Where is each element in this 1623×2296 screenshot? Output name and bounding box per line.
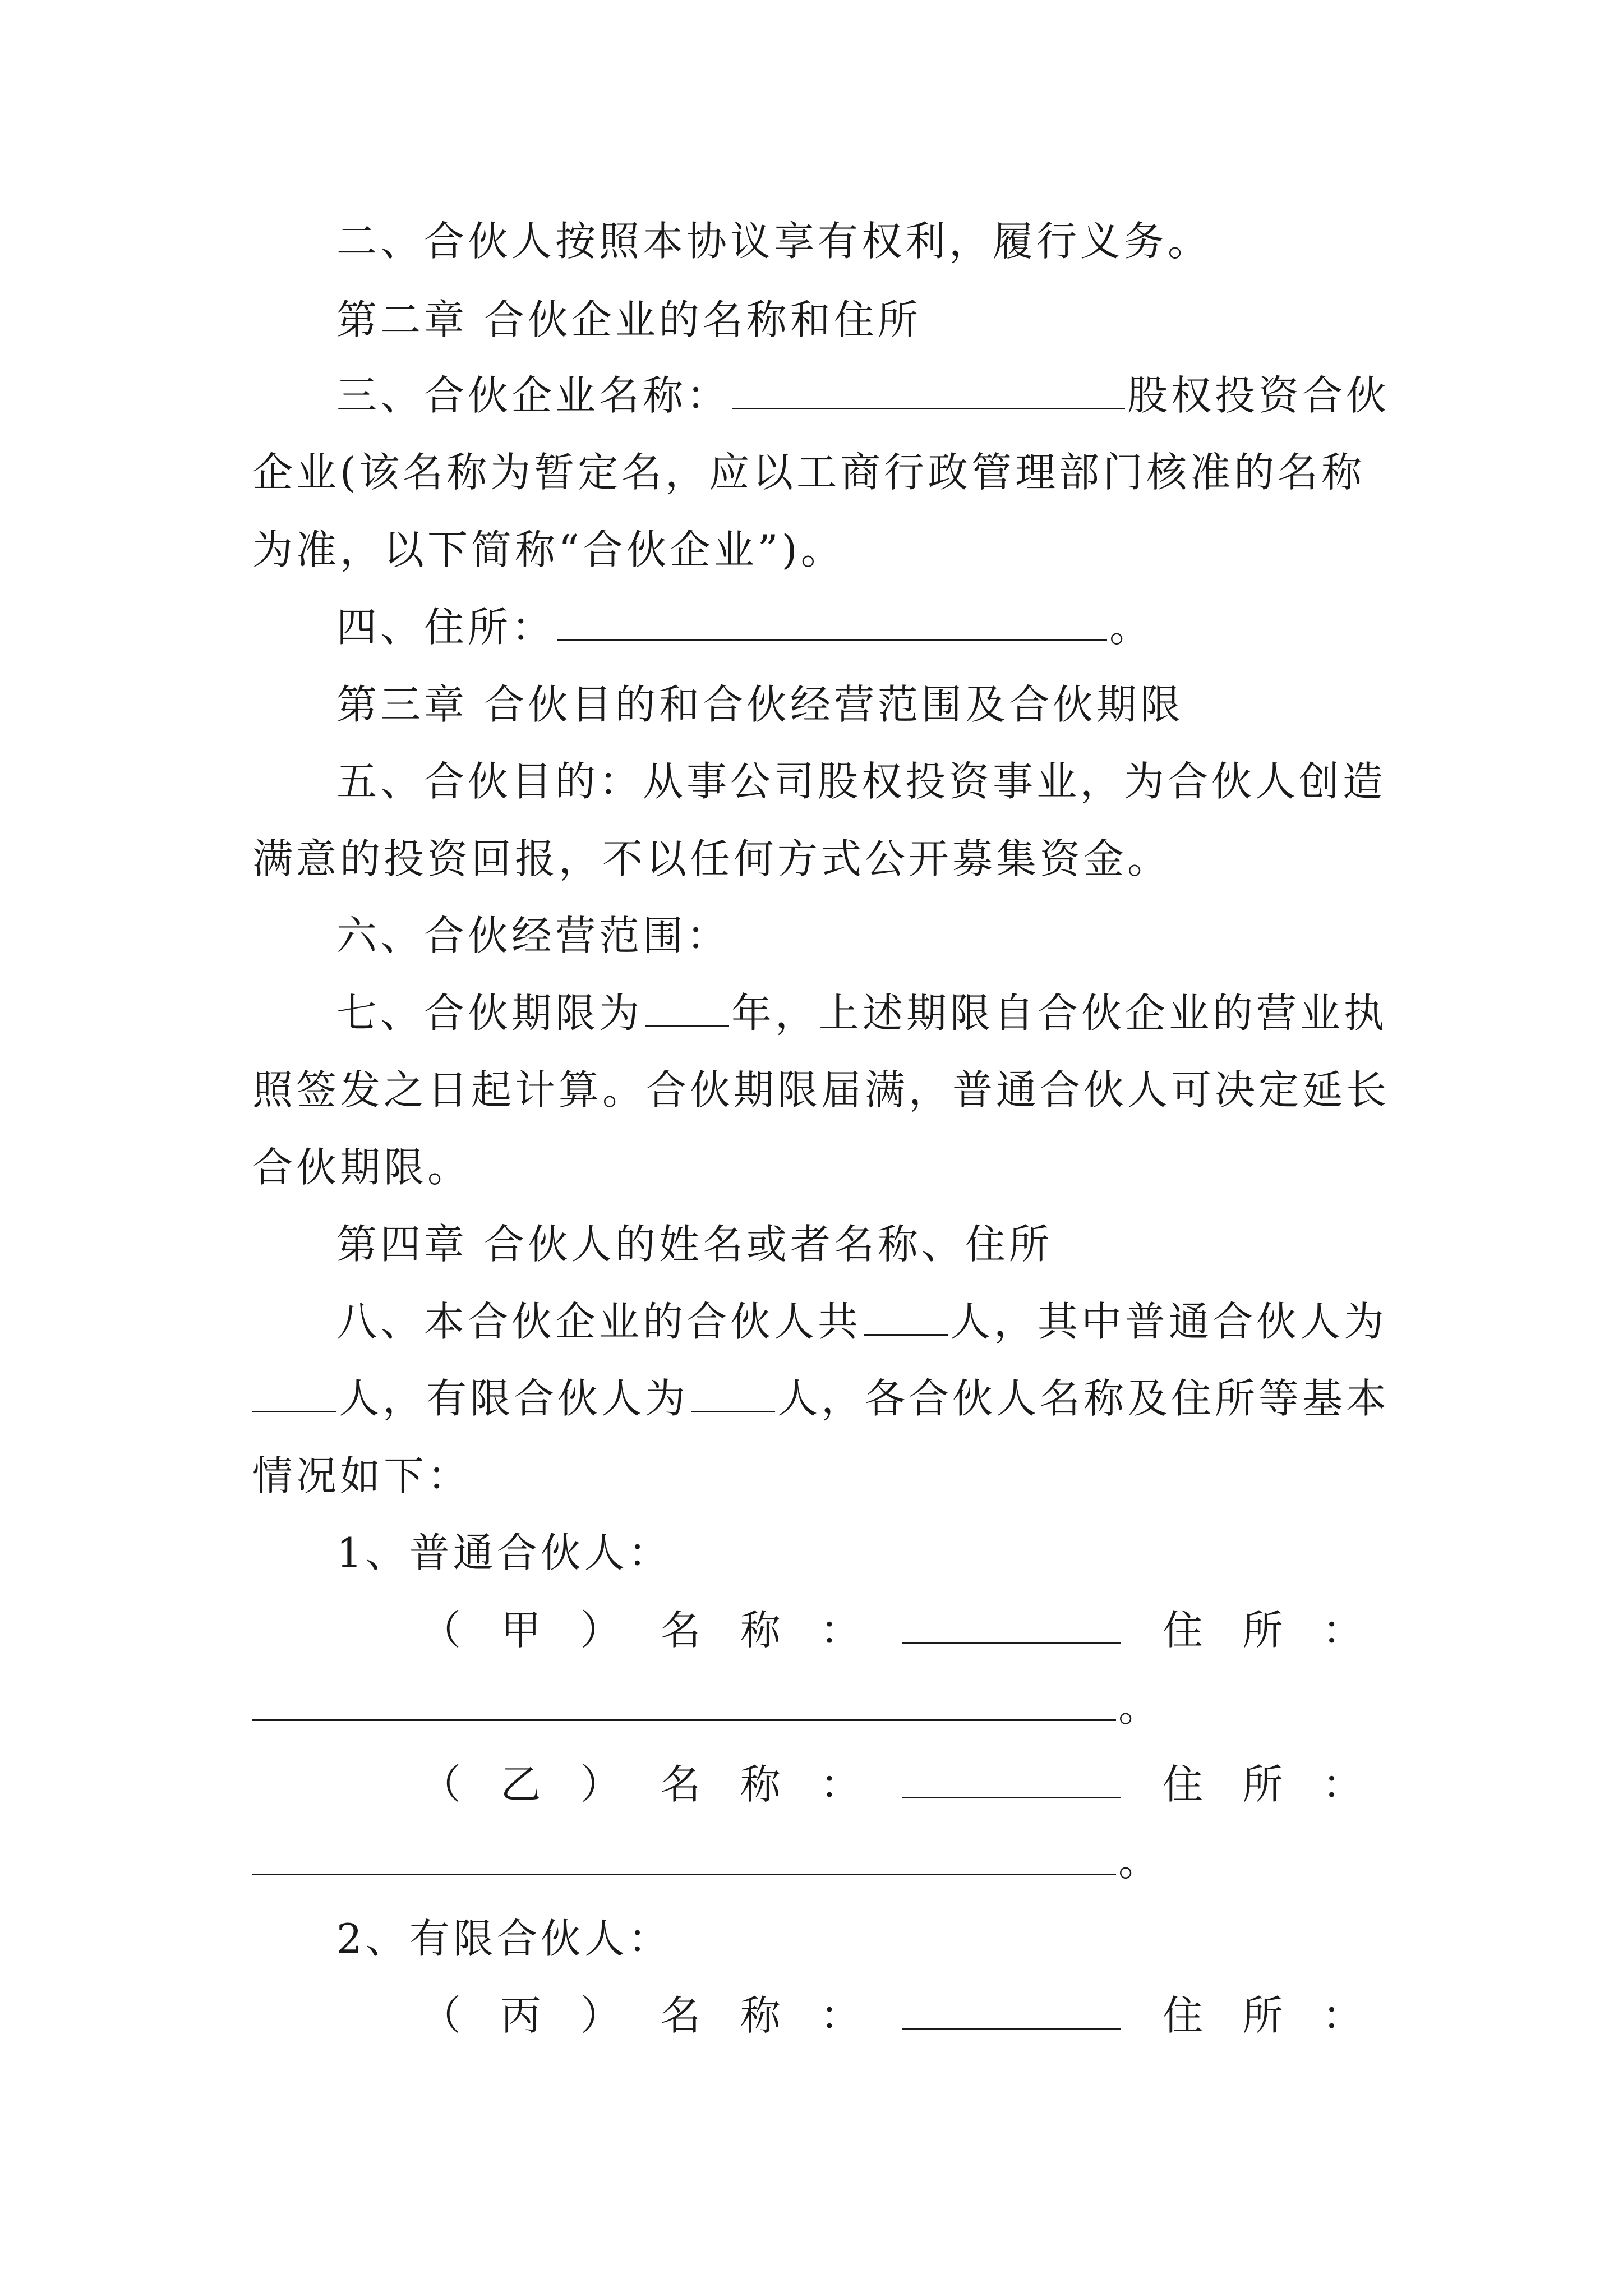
- clause-7-label: 七、合伙期限为: [336, 990, 643, 1037]
- partner-b-mark: 乙: [500, 1761, 541, 1808]
- clause-3-suffix: 股权投资合伙: [1127, 372, 1390, 419]
- partner-b-row: [421, 1756, 1363, 1812]
- partner-b-addr-2: 所: [1242, 1761, 1283, 1808]
- partner-a-close: ）: [580, 1607, 621, 1654]
- partner-c-colon-1: ：: [820, 1992, 861, 2039]
- partner-a-colon-1: ：: [820, 1607, 861, 1654]
- chapter-4-text: 第四章 合伙人的姓名或者名称、住所: [336, 1221, 1053, 1268]
- partner-b-address-end: 。: [1118, 1838, 1163, 1885]
- clause-5-line-1-text: 五、合伙目的：从事公司股权投资事业，为合伙人创造: [336, 758, 1387, 805]
- partner-c-row: [421, 1987, 1363, 2044]
- partner-c-mark: 丙: [500, 1992, 541, 2039]
- partner-c-addr-1: 住: [1163, 1992, 1204, 2039]
- partner-b-colon-1: ：: [820, 1761, 861, 1808]
- clause-7-line-3-text: 合伙期限。: [252, 1144, 472, 1191]
- clause-6: [336, 908, 1385, 964]
- partner-a-addr-1: 住: [1163, 1607, 1204, 1654]
- clause-8-line-2-mid: 人，有限合伙人为: [339, 1375, 689, 1422]
- partner-a-addr-2: 所: [1242, 1607, 1283, 1654]
- clause-8-line-3-text: 情况如下：: [252, 1452, 472, 1499]
- clause-2-text: 二、合伙人按照本协议享有权利，履行义务。: [336, 218, 1212, 265]
- limited-partner-heading: [336, 1911, 1385, 1967]
- limited-partners-blank: [691, 1372, 775, 1412]
- clause-5-line-2: [252, 831, 1385, 887]
- partner-b-name-2: 称: [740, 1761, 781, 1808]
- partner-a-address-line: [252, 1679, 1385, 1735]
- partner-c-colon-2: ：: [1322, 1992, 1363, 2039]
- partner-b-open: （: [421, 1761, 462, 1808]
- clause-3-line-3: [252, 522, 1385, 578]
- clause-4-period: 。: [1109, 604, 1154, 651]
- limited-partner-heading-text: 2、有限合伙人：: [336, 1915, 672, 1962]
- clause-5-line-2-text: 满意的投资回报，不以任何方式公开募集资金。: [252, 835, 1172, 882]
- partner-b-close: ）: [580, 1761, 621, 1808]
- clause-6-text: 六、合伙经营范围：: [336, 912, 731, 959]
- chapter-3-heading: [336, 677, 1385, 733]
- clause-7-line-2: [252, 1062, 1390, 1118]
- clause-3-line-2-text: 企业(该名称为暂定名，应以工商行政管理部门核准的名称: [252, 449, 1366, 496]
- clause-7-line-3: [252, 1139, 1385, 1195]
- clause-3-line-1: [336, 367, 1390, 424]
- partner-b-address-blank: [252, 1834, 1116, 1875]
- clause-8-line-3: [252, 1448, 1385, 1504]
- clause-3-line-3-text: 为准，以下简称“合伙企业”)。: [252, 526, 845, 573]
- partner-c-addr-2: 所: [1242, 1992, 1283, 2039]
- clause-3-line-2: [252, 444, 1385, 500]
- clause-8-line-2-end: 人，各合伙人名称及住所等基本: [777, 1375, 1390, 1422]
- clause-4-label: 四、住所：: [336, 604, 556, 651]
- partner-b-name-blank: [902, 1757, 1121, 1798]
- partner-a-open: （: [421, 1607, 462, 1654]
- partner-c-name-blank: [902, 1989, 1121, 2030]
- partner-a-name-2: 称: [740, 1607, 781, 1654]
- enterprise-name-blank: [732, 369, 1125, 409]
- term-years-blank: [645, 986, 729, 1027]
- partner-c-name-2: 称: [740, 1992, 781, 2039]
- clause-8-line-1: [336, 1294, 1388, 1350]
- clause-4: [336, 599, 1385, 655]
- general-partners-blank: [252, 1372, 336, 1412]
- clause-8-suffix: 人，其中普通合伙人为: [950, 1298, 1388, 1345]
- clause-5-line-1: [336, 753, 1385, 809]
- partner-a-mark: 甲: [500, 1607, 541, 1654]
- partner-a-colon-2: ：: [1322, 1607, 1363, 1654]
- chapter-2-heading: [336, 292, 1385, 348]
- general-partner-heading-text: 1、普通合伙人：: [336, 1529, 672, 1576]
- partner-b-colon-2: ：: [1322, 1761, 1363, 1808]
- clause-3-label: 三、合伙企业名称：: [336, 372, 731, 419]
- partner-a-name-blank: [902, 1603, 1121, 1644]
- partner-b-address-line: [252, 1833, 1385, 1889]
- chapter-2-text: 第二章 合伙企业的名称和住所: [336, 296, 921, 343]
- partner-b-addr-1: 住: [1163, 1761, 1204, 1808]
- clause-2: [336, 213, 1385, 269]
- address-blank: [557, 600, 1107, 641]
- clause-8-label: 八、本合伙企业的合伙人共: [336, 1298, 862, 1345]
- general-partner-heading: [336, 1525, 1385, 1581]
- clause-7-suffix: 年，上述期限自合伙企业的营业执: [731, 990, 1388, 1037]
- clause-8-line-2: [252, 1370, 1390, 1427]
- partner-a-row: [421, 1602, 1363, 1658]
- partner-c-open: （: [421, 1992, 462, 2039]
- chapter-4-heading: [336, 1216, 1385, 1272]
- total-partners-blank: [864, 1295, 948, 1336]
- clause-7-line-1: [336, 985, 1388, 1041]
- partner-a-address-end: 。: [1118, 1683, 1163, 1731]
- clause-7-line-2-text: 照签发之日起计算。合伙期限届满，普通合伙人可决定延长: [252, 1066, 1390, 1114]
- partner-c-name-1: 名: [660, 1992, 701, 2039]
- partner-c-close: ）: [580, 1992, 621, 2039]
- chapter-3-text: 第三章 合伙目的和合伙经营范围及合伙期限: [336, 681, 1184, 728]
- partner-a-address-blank: [252, 1680, 1116, 1721]
- partner-a-name-1: 名: [660, 1607, 701, 1654]
- partner-b-name-1: 名: [660, 1761, 701, 1808]
